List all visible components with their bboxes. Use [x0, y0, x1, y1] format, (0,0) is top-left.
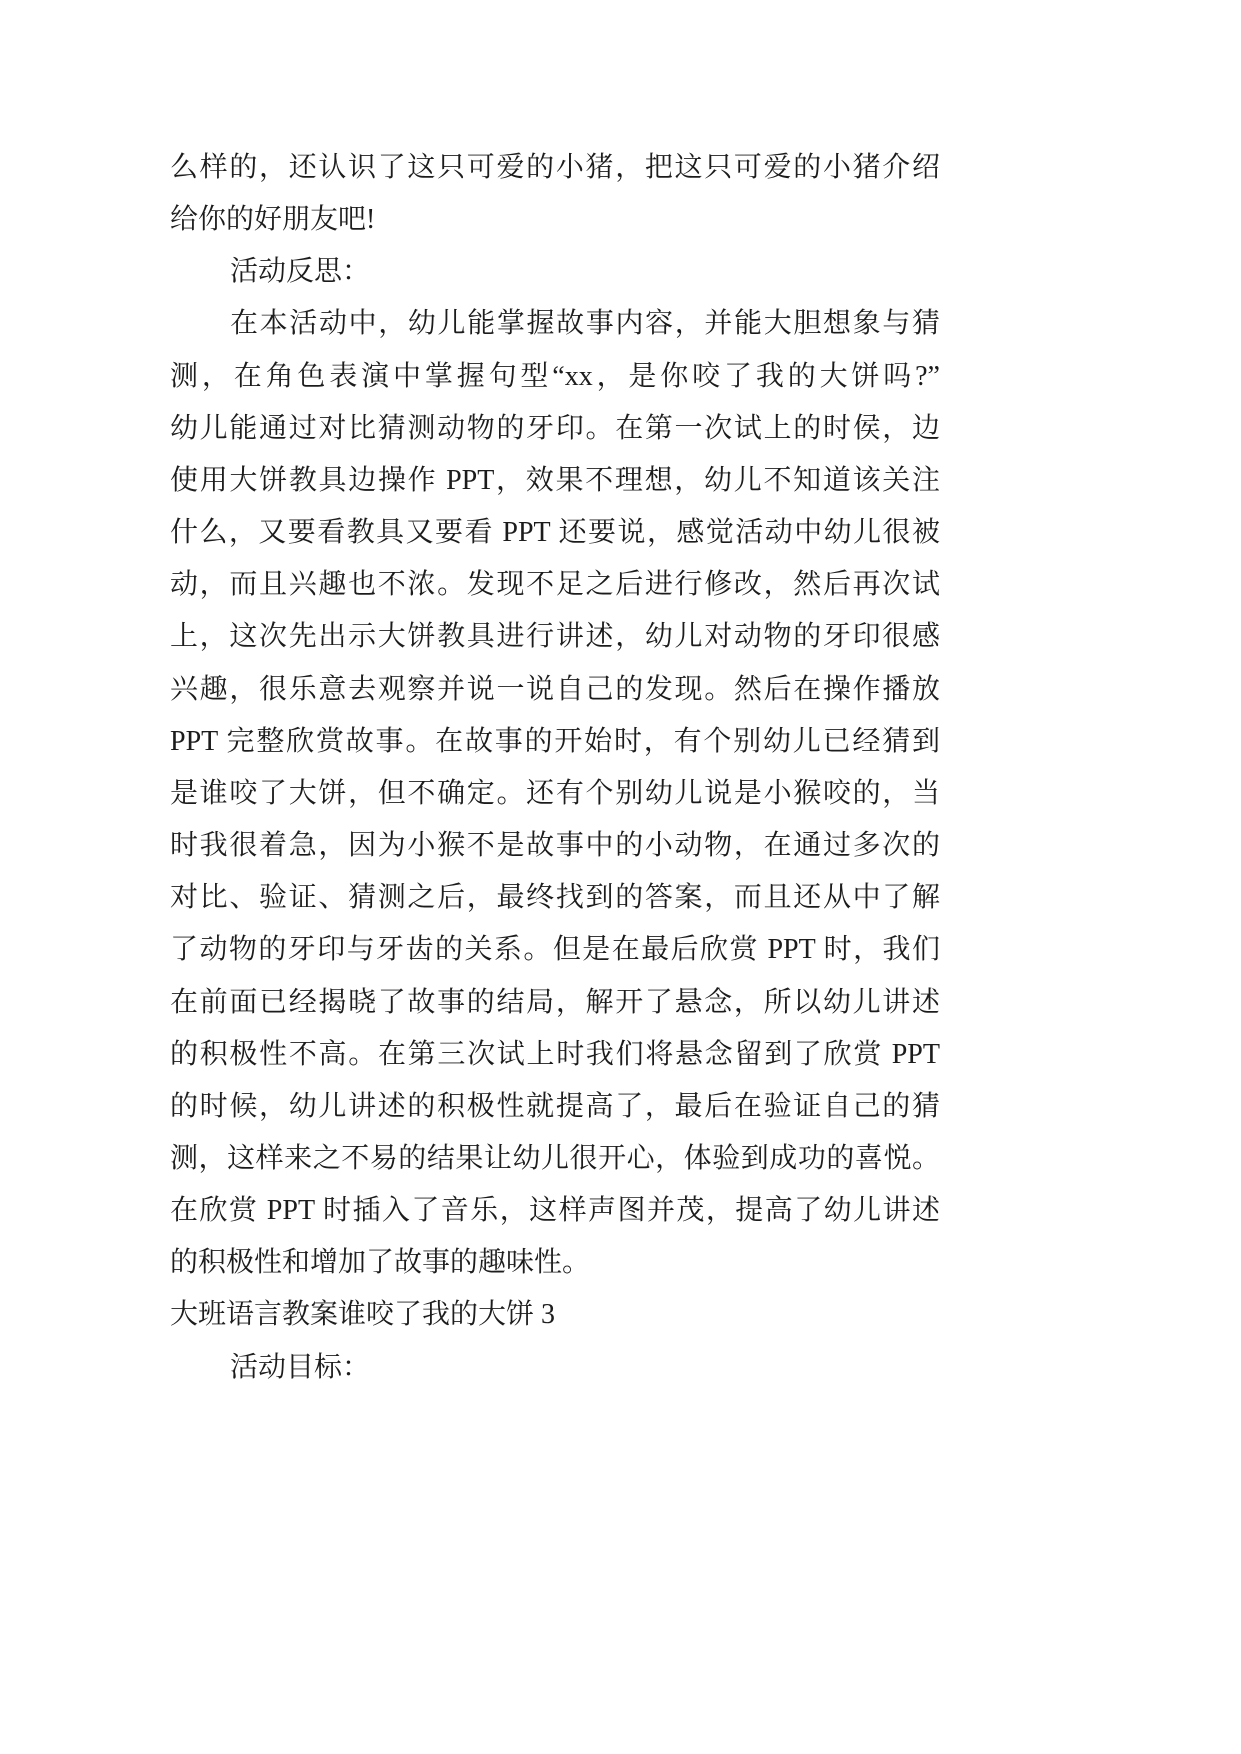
text-line: 在本活动中，幼儿能掌握故事内容，并能大胆想象与猜 — [230, 308, 940, 340]
text-line: 幼儿能通过对比猜测动物的牙印。在第一次试上的时侯，边 — [170, 412, 940, 444]
text-line: PPT 完整欣赏故事。在故事的开始时，有个别幼儿已经猜到 — [170, 725, 940, 757]
text-line: 什么，又要看教具又要看 PPT 还要说，感觉活动中幼儿很被 — [170, 517, 940, 549]
text-line: 测，这样来之不易的结果让幼儿很开心，体验到成功的喜悦。 — [170, 1142, 940, 1174]
text-line: 动，而且兴趣也不浓。发现不足之后进行修改，然后再次试 — [170, 569, 940, 601]
paragraph-reflection — [170, 298, 940, 1289]
section-title: 大班语言教案谁咬了我的大饼 3 — [170, 1299, 556, 1331]
text-line: 是谁咬了大饼，但不确定。还有个别幼儿说是小猴咬的，当 — [170, 777, 940, 809]
text-line: 使用大饼教具边操作 PPT，效果不理想，幼儿不知道该关注 — [170, 464, 940, 496]
text-line: 对比、验证、猜测之后，最终找到的答案，而且还从中了解 — [170, 882, 940, 914]
text-line: 在前面已经揭晓了故事的结局，解开了悬念，所以幼儿讲述 — [170, 986, 940, 1018]
text-line: 么样的，还认识了这只可爱的小猪，把这只可爱的小猪介绍 — [170, 152, 940, 183]
goals-label: 活动目标： — [230, 1351, 371, 1383]
text-line: 兴趣，很乐意去观察并说一说自己的发现。然后在操作播放 — [170, 673, 940, 705]
paragraph-intro-continued — [170, 142, 940, 246]
text-line: 的积极性不高。在第三次试上时我们将悬念留到了欣赏 PPT — [170, 1038, 940, 1070]
text-line: 上，这次先出示大饼教具进行讲述，幼儿对动物的牙印很感 — [170, 621, 940, 653]
text-line: 给你的好朋友吧! — [170, 204, 376, 236]
text-line: 在欣赏 PPT 时插入了音乐，这样声图并茂，提高了幼儿讲述 — [170, 1195, 940, 1227]
reflection-label: 活动反思： — [230, 256, 371, 288]
text-line: 了动物的牙印与牙齿的关系。但是在最后欣赏 PPT 时，我们 — [170, 934, 940, 966]
text-line: 测，在角色表演中掌握句型“xx，是你咬了我的大饼吗?” — [170, 360, 940, 392]
text-line: 的积极性和增加了故事的趣味性。 — [170, 1247, 591, 1279]
text-line: 的时候，幼儿讲述的积极性就提高了，最后在验证自己的猜 — [170, 1090, 940, 1122]
body-text — [170, 142, 940, 1394]
text-line: 时我很着急，因为小猴不是故事中的小动物，在通过多次的 — [170, 830, 940, 862]
